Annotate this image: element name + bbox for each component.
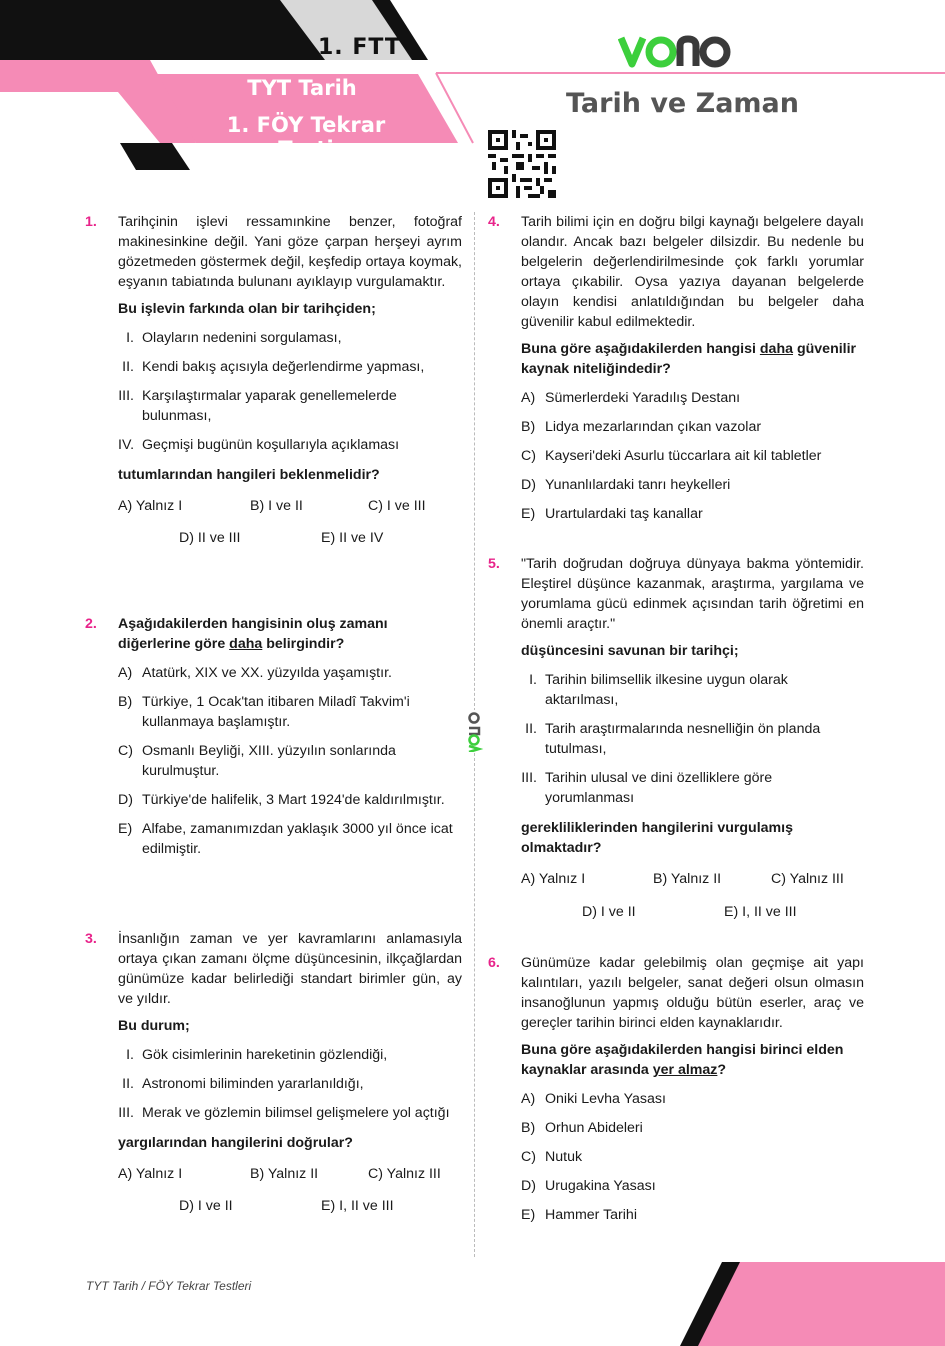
question-stem: Günümüze kadar gelebilmiş olan geçmişe ait yapı kalıntıları, yazılı belgeler, sanat değeri olsun olmasın insanoğlunun yapmış olduğu bütün eserler, araç ve gereçler tarihin birinci elden kaynaklarıdır. (521, 955, 864, 1031)
answer-a[interactable]: A) Yalnız I (521, 871, 586, 887)
question-prompt-2: gerekliliklerinden hangilerini vurgulamış olmaktadır? (521, 820, 794, 856)
statement-item: III. Tarihin ulusal ve dini özelliklere göre yorumlanması (521, 770, 773, 806)
vono-logo-icon (618, 32, 733, 72)
option-c[interactable]: C) Nutuk (521, 1149, 583, 1165)
question-number: 5. (488, 556, 500, 572)
answer-e[interactable]: E) I, II ve III (321, 1198, 394, 1214)
answer-a[interactable]: A) Yalnız I (118, 1166, 183, 1182)
question-stem: Tarihçinin işlevi ressamınkine benzer, fotoğraf makinesinkine değil. Yani göze çarpan herşeyi ayrım gözetmeden göstermek değil, keşfedip ortaya koymak, eşyanın tabiatında bulunanı ayıklayıp vurgulamaktır. (118, 214, 462, 290)
test-title: 1. FÖY Tekrar Testi (226, 113, 386, 161)
question-prompt: Bu durum; (118, 1018, 190, 1034)
statement-item: III. Karşılaştırmalar yaparak genellemelerde bulunması, (118, 388, 397, 424)
question-prompt: Aşağıdakilerden hangisinin oluş zamanı diğerlerine göre daha belirgindir? (118, 616, 388, 652)
answer-row (521, 902, 864, 922)
option-a[interactable]: A) Atatürk, XIX ve XX. yüzyılda yaşamıştır. (118, 665, 392, 681)
question-number: 6. (488, 955, 500, 971)
question-3 (85, 929, 462, 1216)
answer-c[interactable]: C) Yalnız III (368, 1166, 441, 1182)
question-prompt-2: tutumlarından hangileri beklenmelidir? (118, 467, 380, 483)
option-b[interactable]: B) Orhun Abideleri (521, 1120, 643, 1136)
question-number: 1. (85, 214, 97, 230)
option-e[interactable]: E) Urartulardaki taş kanallar (521, 506, 703, 522)
question-stem: Tarih bilimi için en doğru bilgi kaynağı belgelere dayalı olandır. Ancak bazı belgeler dilsizdir. Bu nedenle bu belgelerin değerlendirilmesinde çok farklı yorumlar ortaya çıkabilir. Oysa yazıya dayanan belgelerde olayın kendisi anlatıldığından bu belgeler daha güvenilir kabul edilmektedir. (521, 214, 864, 330)
answer-d[interactable]: D) I ve II (582, 904, 636, 920)
side-vono-logo (464, 710, 484, 752)
statement-item: IV. Geçmişi bugünün koşullarıyla açıklaması (118, 437, 400, 453)
answer-row (118, 528, 462, 548)
option-b[interactable]: B) Türkiye, 1 Ocak'tan itibaren Miladî Takvim'i kullanmaya başlamıştır. (118, 694, 410, 730)
answer-b[interactable]: B) Yalnız II (653, 871, 722, 887)
statement-item: II. Kendi bakış açısıyla değerlendirme yapması, (122, 359, 425, 375)
answer-b[interactable]: B) Yalnız II (250, 1166, 319, 1182)
footer-graphics (680, 1262, 945, 1346)
answer-a[interactable]: A) Yalnız I (118, 498, 183, 514)
answer-row (521, 869, 864, 889)
statement-item: II. Astronomi biliminden yararlanıldığı, (122, 1076, 364, 1092)
question-stem: İnsanlığın zaman ve yer kavramlarını anlamasıyla ortaya çıkan zamanı ölçme düşüncesinin, ilkçağlardan günümüze kadar belirlediği standart birimler gün, ay ve yıldır. (118, 931, 462, 1007)
qr-code-icon[interactable] (488, 130, 556, 198)
course-title: TYT Tarih (247, 76, 357, 100)
topic-title: Tarih ve Zaman (565, 88, 800, 119)
option-d[interactable]: D) Türkiye'de halifelik, 3 Mart 1924'de kaldırılmıştır. (118, 792, 445, 808)
question-2 (85, 614, 462, 859)
side-logo-icon (464, 710, 484, 752)
answer-b[interactable]: B) I ve II (250, 498, 303, 514)
statement-item: I. Tarihin bilimsellik ilkesine uygun olarak aktarılması, (529, 672, 788, 708)
question-prompt: Bu işlevin farkında olan bir tarihçiden; (118, 301, 376, 317)
question-prompt: Buna göre aşağıdakilerden hangisi birinci elden kaynaklar arasında yer almaz? (521, 1042, 844, 1078)
footer-text: TYT Tarih / FÖY Tekrar Testleri (86, 1279, 252, 1293)
answer-d[interactable]: D) II ve III (179, 530, 241, 546)
test-code: 1. FTT (318, 35, 401, 60)
option-d[interactable]: D) Urugakina Yasası (521, 1178, 656, 1194)
question-prompt: Buna göre aşağıdakilerden hangisi daha güvenilir kaynak niteliğindedir? (521, 341, 857, 377)
answer-row (118, 496, 462, 516)
option-c[interactable]: C) Kayseri'deki Asurlu tüccarlara ait kil tabletler (521, 448, 822, 464)
statement-item: II. Tarih araştırmalarında nesnelliğin ön planda tutulması, (525, 721, 821, 757)
option-a[interactable]: A) Oniki Levha Yasası (521, 1091, 666, 1107)
answer-row (118, 1196, 462, 1216)
question-1 (85, 212, 462, 548)
option-a[interactable]: A) Sümerlerdeki Yaradılış Destanı (521, 390, 741, 406)
question-number: 3. (85, 931, 97, 947)
question-prompt: düşüncesini savunan bir tarihçi; (521, 643, 739, 659)
question-6 (488, 953, 864, 1225)
option-e[interactable]: E) Alfabe, zamanımızdan yaklaşık 3000 yıl önce icat edilmiştir. (118, 821, 453, 857)
answer-c[interactable]: C) Yalnız III (771, 871, 844, 887)
statement-item: I. Olayların nedenini sorgulaması, (126, 330, 342, 346)
question-4 (488, 212, 864, 524)
answer-e[interactable]: E) II ve IV (321, 530, 384, 546)
option-c[interactable]: C) Osmanlı Beyliği, XIII. yüzyılın sonlarında kurulmuştur. (118, 743, 396, 779)
option-d[interactable]: D) Yunanlılardaki tanrı heykelleri (521, 477, 731, 493)
question-number: 2. (85, 616, 97, 632)
question-prompt-2: yargılarından hangilerini doğrular? (118, 1135, 353, 1151)
vono-logo (618, 32, 733, 72)
answer-row (118, 1164, 462, 1184)
answer-c[interactable]: C) I ve III (368, 498, 426, 514)
statement-item: III. Merak ve gözlemin bilimsel gelişmelere yol açtığı (118, 1105, 450, 1121)
question-5 (488, 554, 864, 922)
option-e[interactable]: E) Hammer Tarihi (521, 1207, 637, 1223)
statement-item: I. Gök cisimlerinin hareketinin gözlendiği, (126, 1047, 388, 1063)
question-number: 4. (488, 214, 500, 230)
option-b[interactable]: B) Lidya mezarlarından çıkan vazolar (521, 419, 762, 435)
answer-e[interactable]: E) I, II ve III (724, 904, 797, 920)
question-stem: "Tarih doğrudan doğruya dünyaya bakma yöntemidir. Eleştirel düşünce kazanmak, araştırma, yargılama ve yorumlama gücü edinmek açısından tarih öğretimi en önemli araçtır." (521, 556, 864, 632)
answer-d[interactable]: D) I ve II (179, 1198, 233, 1214)
